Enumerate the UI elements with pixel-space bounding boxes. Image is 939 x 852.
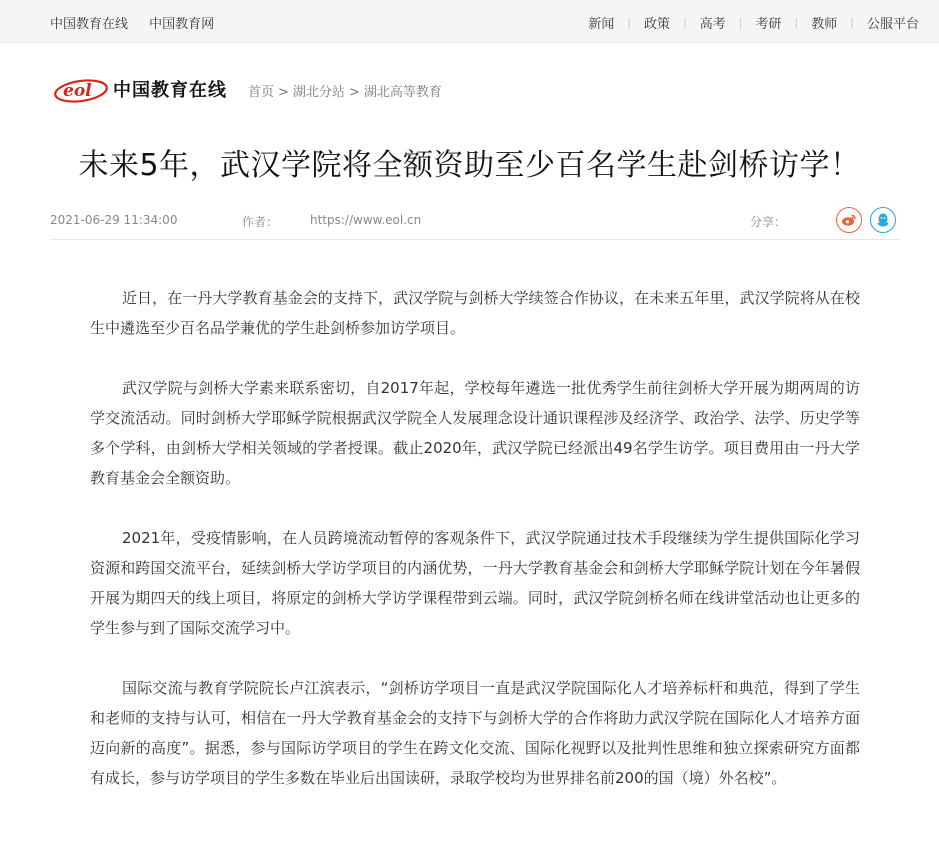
breadcrumb-separator: >	[278, 85, 289, 100]
top-bar	[0, 0, 939, 43]
breadcrumb-hubei-higher-edu[interactable]: 湖北高等教育	[363, 85, 442, 100]
nav-divider: |	[738, 16, 743, 29]
article-paragraph: 武汉学院与剑桥大学素来联系密切，自2017年起，学校每年遴选一批优秀学生前往剑桥大学开展为期两周的访学交流活动。同时剑桥大学耶稣学院根据武汉学院全人发展理念设计通识课程涉及经济学、政治学、法学、历史学等多个学科，由剑桥大学相关领域的学者授课。截止2020年，武汉学院已经派出49名学生访学。项目费用由一丹大学教育基金会全额资助。	[90, 379, 860, 487]
svg-text:eol: eol	[63, 81, 92, 101]
nav-news[interactable]: 新闻	[588, 17, 615, 32]
nav-policy[interactable]: 政策	[644, 17, 671, 32]
publish-datetime: 2021-06-29 11:34:00	[50, 213, 178, 227]
nav-divider: |	[850, 16, 854, 29]
nav-divider: |	[794, 16, 799, 29]
eol-logo-icon	[53, 74, 109, 104]
breadcrumb	[248, 81, 442, 100]
article-meta	[50, 206, 900, 240]
share-label: 分享：	[750, 215, 787, 229]
article-source: https://www.eol.cn	[310, 213, 422, 227]
share-qq-button[interactable]	[870, 207, 896, 233]
top-left-links	[50, 13, 231, 32]
article-paragraph: 近日，在一丹大学教育基金会的支持下，武汉学院与剑桥大学续签合作协议，在未来五年里，武汉学院将从在校生中遴选至少百名品学兼优的学生赴剑桥参加访学项目。	[90, 289, 860, 337]
author-label: 作者：	[242, 215, 279, 229]
nav-gaokao[interactable]: 高考	[699, 17, 726, 32]
share-weibo-button[interactable]	[836, 207, 862, 233]
site-logo[interactable]	[53, 72, 227, 106]
logo-text: 中国教育在线	[113, 80, 227, 101]
nav-divider: |	[683, 16, 687, 29]
breadcrumb-home[interactable]: 首页	[248, 85, 275, 100]
breadcrumb-separator: >	[348, 85, 360, 100]
article-paragraph: 2021年，受疫情影响，在人员跨境流动暂停的客观条件下，武汉学院通过技术手段继续为学生提供国际化学习资源和跨国交流平台，延续剑桥大学访学项目的内涵优势，一丹大学教育基金会和剑桥大学耶稣学院计划在今年暑假开展为期四天的线上项目，将原定的剑桥大学访学课程带到云端。同时，武汉学院剑桥名师在线讲堂活动也让更多的学生参与到了国际交流学习中。	[90, 529, 860, 637]
link-eol[interactable]: 中国教育在线	[50, 17, 129, 32]
nav-kaoyan[interactable]: 考研	[755, 17, 782, 32]
weibo-icon	[841, 213, 857, 227]
nav-teacher[interactable]: 教师	[811, 17, 838, 32]
qq-icon	[876, 212, 890, 228]
link-edu-cn[interactable]: 中国教育网	[149, 17, 215, 32]
article-body	[90, 283, 860, 823]
nav-public-service[interactable]: 公服平台	[866, 17, 919, 32]
article-paragraph: 国际交流与教育学院院长卢江滨表示，“剑桥访学项目一直是武汉学院国际化人才培养标杆和典范，得到了学生和老师的支持与认可，相信在一丹大学教育基金会的支持下与剑桥大学的合作将助力武汉学院在国际化人才培养方面迈向新的高度”。据悉，参与国际访学项目的学生在跨文化交流、国际化视野以及批判性思维和独立探索研究方面都有成长，参与访学项目的学生多数在毕业后出国读研，录取学校均为世界排名前200的国（境）外名校”。	[90, 679, 860, 787]
article-title: 未来5年，武汉学院将全额资助至少百名学生赴剑桥访学！	[78, 148, 861, 183]
breadcrumb-hubei[interactable]: 湖北分站	[292, 85, 345, 100]
nav-divider: |	[627, 16, 632, 29]
top-nav	[588, 13, 919, 32]
